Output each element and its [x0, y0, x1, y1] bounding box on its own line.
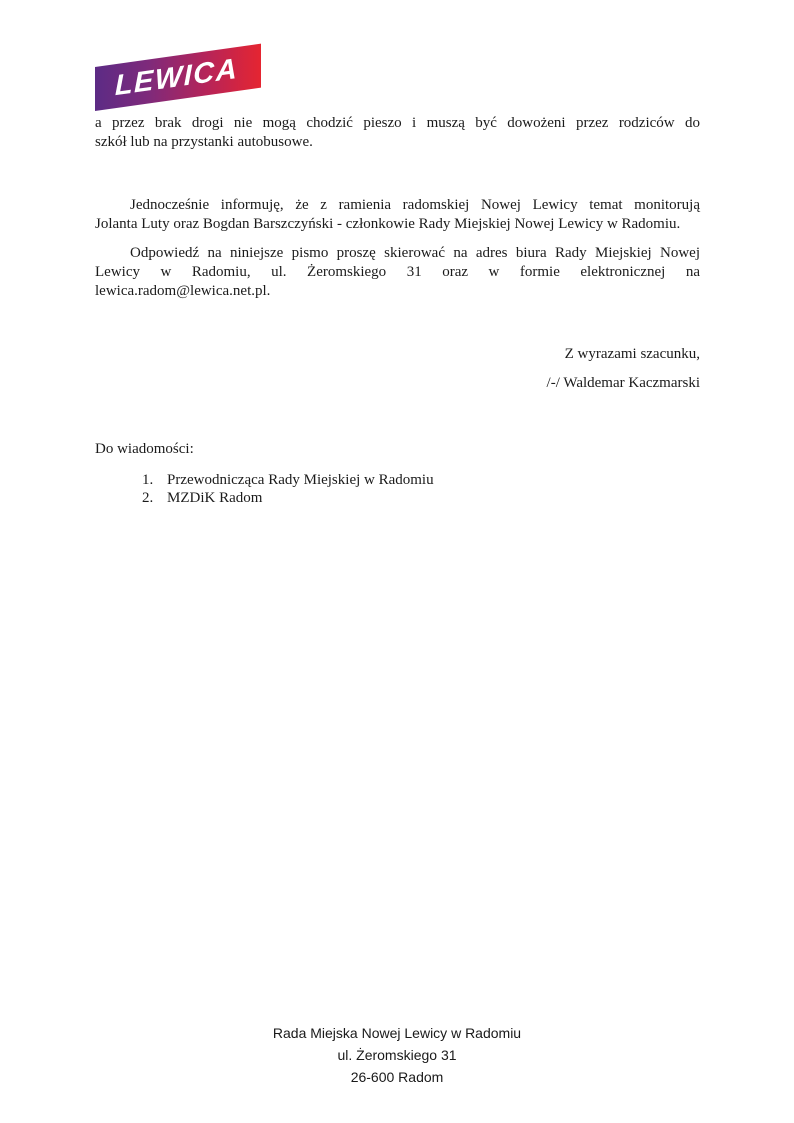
paragraph-line: Jednocześnie informuję, że z ramienia radomskiej Nowej Lewicy temat monitorują [130, 197, 700, 213]
paragraph-line: a przez brak drogi nie mogą chodzić pieszo i muszą być dowożeni przez rodziców do [95, 115, 700, 131]
paragraph-line: Odpowiedź na niniejsze pismo proszę skierować na adres biura Rady Miejskiej Nowej [130, 245, 700, 261]
footer-address [0, 1022, 794, 1088]
cc-item-text: MZDiK Radom [167, 490, 263, 506]
footer-line-3: 26-600 Radom [350, 1069, 444, 1085]
cc-item-1 [95, 471, 700, 489]
footer-line-1: Rada Miejska Nowej Lewicy w Radomiu [272, 1025, 522, 1041]
body-paragraph-3 [95, 244, 700, 301]
footer-line-2: ul. Żeromskiego 31 [337, 1047, 457, 1063]
paragraph-line: Jolanta Luty oraz Bogdan Barszczyński - członkowie Rady Miejskiej Nowej Lewicy w Radomiu. [95, 216, 681, 232]
body-paragraph-2 [95, 196, 700, 234]
lewica-logo-text: LEWICA [114, 52, 239, 102]
closing-salutation: Z wyrazami szacunku, [564, 346, 700, 362]
paragraph-line: Lewicy w Radomiu, ul. Żeromskiego 31 oraz w formie elektronicznej na [95, 264, 700, 280]
paragraph-line email-line: lewica.radom@lewica.net.pl. [95, 283, 271, 299]
lewica-logo [95, 44, 261, 111]
paragraph-line: szkół lub na przystanki autobusowe. [95, 134, 313, 150]
closing-block [95, 345, 700, 393]
cc-item-number: 2. [142, 490, 154, 506]
cc-item-number: 1. [142, 472, 154, 488]
cc-list [95, 471, 700, 507]
cc-item-2 [95, 489, 700, 507]
cc-heading: Do wiadomości: [95, 441, 194, 457]
cc-item-text: Przewodnicząca Rady Miejskiej w Radomiu [167, 472, 434, 488]
signature: /-/ Waldemar Kaczmarski [546, 375, 700, 391]
body-paragraph-1 [95, 114, 700, 152]
